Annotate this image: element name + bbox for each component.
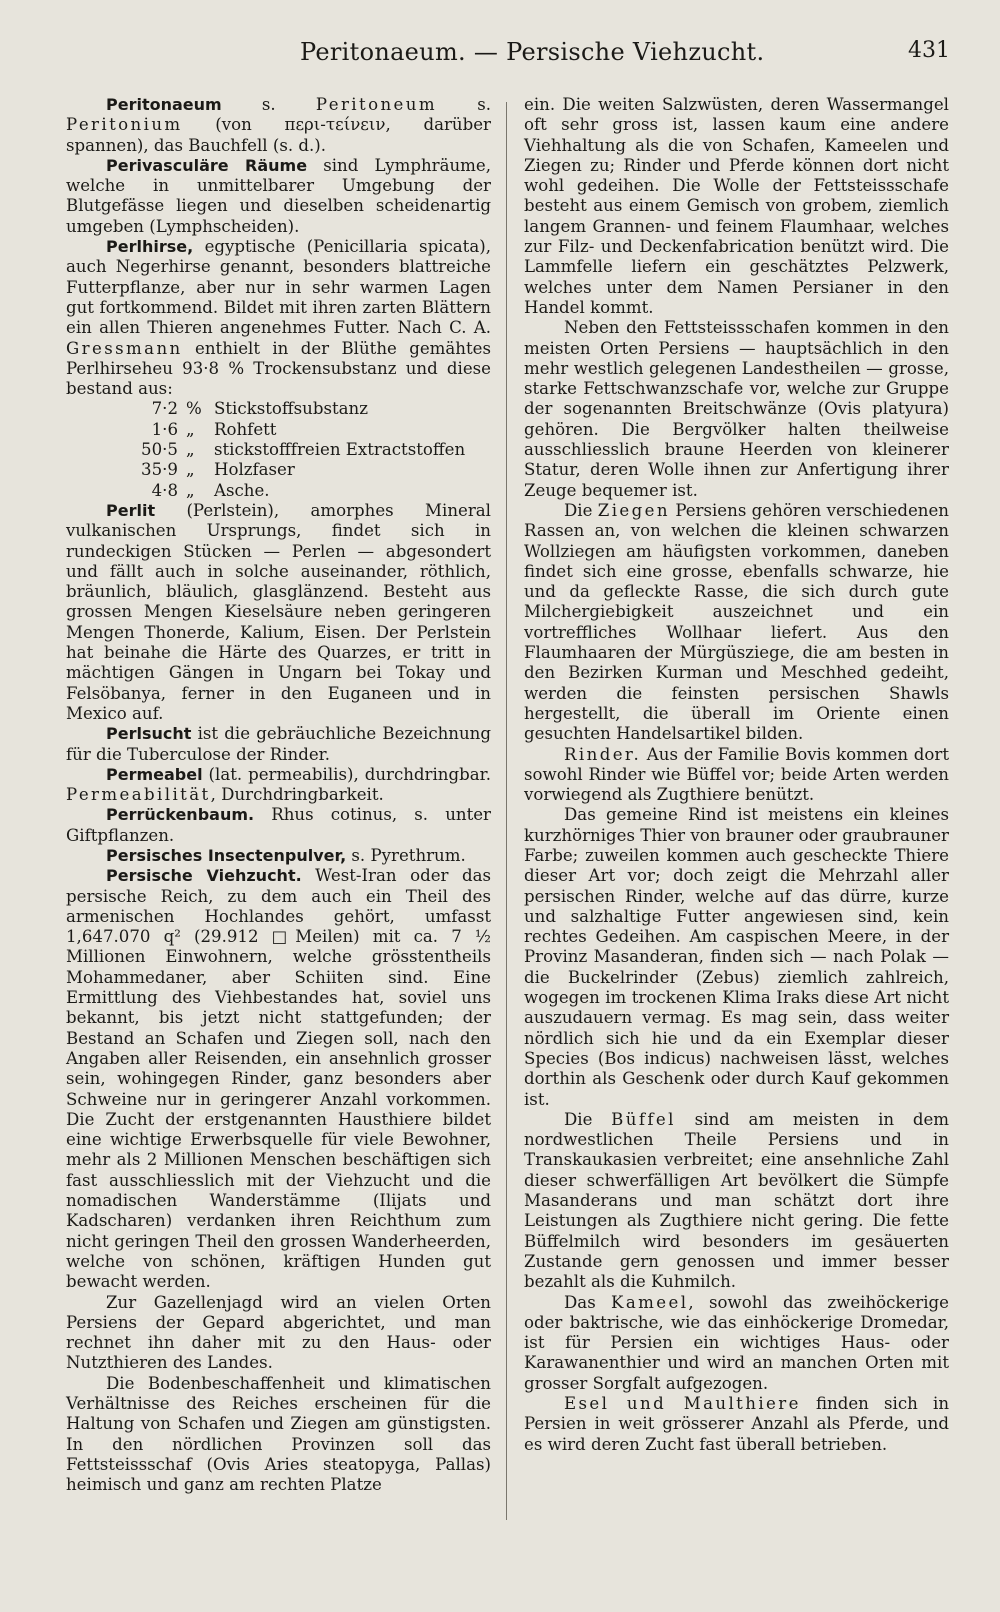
entry-permeabel (66, 765, 491, 806)
composition-value: 50·5 (141, 440, 178, 460)
entry-text: ist die gebräuchliche Bezeichnung für die Tuberculose der Rinder. (66, 724, 491, 764)
composition-name: Holzfaser (214, 460, 295, 480)
paragraph-continuation: ein. Die weiten Salzwüsten, deren Wassermangel oft sehr gross ist, lassen kaum eine andere Viehhaltung als die von Schafen, Kameelen und Ziegen zu; Rinder und Pferde können dort nicht wohl gedeihen. Die Wolle der Fettsteissschafe besteht aus einem Gemisch von grobem, ziemlich langem Grannen- und feinem Flaumhaar, welches zur Filz- und Deckenfabrication benützt wird. Die Lammfelle liefern ein geschätztes Pelzwerk, welches unter dem Namen Persianer in den Handel kommt. (524, 95, 949, 317)
paragraph-gazellenjagd: Zur Gazellenjagd wird an vielen Orten Persiens der Gepard abgerichtet, und man rechnet ihn daher mit zu den Haus- oder Nutzthieren des Landes. (66, 1292, 491, 1373)
entry-perrueckenbaum (66, 805, 491, 846)
page-header (0, 38, 1000, 78)
paragraph-fettschwanzschafe: Neben den Fettsteissschafen kommen in den meisten Orten Persiens — hauptsächlich in den mehr westlich gelegenen Landestheilen — grosse, starke Fettschwanzschafe vor, welche zur Gruppe der sogenannten Breitschwänze (Ovis platyura) gehören. Die Bergvölker halten theilweise ausschliesslich braune Heerden von kleinerer Statur, deren Wolle ihnen zur Anfertigung ihrer Zeuge bequemer ist. (524, 318, 949, 500)
entry-text: (von περι-τείνειν, darüber spannen), das Bauchfell (s. d.). (66, 115, 491, 155)
composition-name: stickstofffreien Extractstoffen (214, 440, 466, 460)
composition-row (126, 481, 491, 501)
entry-persisches-insectenpulver (66, 846, 491, 866)
entry-text: s. (437, 95, 491, 114)
composition-row (126, 420, 491, 440)
entry-text: egyptische (Penicillaria spicata), auch Negerhirse genannt, besonders blattreiche Futterpflanze, aber nur in sehr warmen Lagen gut fortkommend. Bildet mit ihren zarten Blättern ein allen Thieren angenehmes Futter. Nach C. A. (66, 237, 491, 338)
composition-unit: „ (186, 419, 195, 439)
column-divider (506, 102, 507, 1520)
spaced-term: Peritoneum (315, 95, 437, 114)
page-number: 431 (908, 38, 950, 63)
entry-text: (Perlstein), amorphes Mineral vulkanischen Ursprungs, findet sich in rundeckigen Stücken — Perlen — abgesondert und fällt auch in solche auseinander, röthlich, bräunlich, bläulich, glasglänzend. Besteht aus grossen Mengen Kieselsäure neben geringeren Mengen Thonerde, Kalium, Eisen. Der Perlstein hat beinahe die Härte des Quarzes, er tritt in mächtigen Gängen in Ungarn bei Tokay und Felsöbanya, ferner in den Euganeen und in Mexico auf. (66, 500, 491, 723)
entry-perlhirse (66, 237, 491, 399)
composition-value: 4·8 (151, 480, 178, 500)
entry-text: Rhus cotinus, s. unter Giftpflanzen. (66, 805, 491, 845)
composition-row (126, 460, 491, 480)
entry-perlsucht (66, 724, 491, 765)
paragraph-rinder (524, 745, 949, 806)
paragraph-text: , sowohl das zweihöckerige oder baktrische, wie das einhöckerige Dromedar, ist für Persien ein wichtiges Haus- oder Karawanenthier und wird an manchen Orten mit grosser Sorgfalt aufgezogen. (524, 1292, 949, 1393)
spaced-term: Ziegen (597, 500, 670, 520)
entry-perlit (66, 501, 491, 724)
paragraph-gemeines-rind: Das gemeine Rind ist meistens ein kleines kurzhörniges Thier von brauner oder graubrauner Farbe; zuweilen kommen auch gescheckte Thiere dieser Art vor; doch zeigt die Mehrzahl aller persischen Rinder, welche auf das dürre, kurze und salzhaltige Futter angewiesen sind, kein rechtes Gedeihen. Am caspischen Meere, in der Provinz Masanderan, finden sich — nach Polak — die Buckelrinder (Zebus) ziemlich zahlreich, wogegen im trockenen Klima Iraks diese Art nicht auszudauern vermag. Es mag sein, dass weiter nördlich sich hie und da ein Exemplar dieser Species (Bos indicus) nachweisen lässt, welches dorthin als Geschenk oder durch Kauf gekommen ist. (524, 805, 949, 1109)
entry-headword: Permeabel (106, 764, 203, 784)
composition-unit: % (186, 399, 202, 419)
paragraph-bueffel (524, 1110, 949, 1293)
composition-list (126, 399, 491, 500)
composition-value: 7·2 (151, 399, 178, 419)
paragraph-text: finden sich in Persien in weit grösserer Anzahl als Pferde, und es wird deren Zucht fast überall betrieben. (524, 1394, 949, 1454)
composition-row (126, 440, 491, 460)
entry-headword: Perlhirse, (106, 237, 194, 257)
entry-headword: Perivasculäre Räume (106, 155, 308, 175)
entry-headword: Perlsucht (106, 724, 192, 744)
composition-row (126, 399, 491, 419)
entry-headword: Perlit (106, 500, 156, 520)
paragraph-esel-maulthiere (524, 1394, 949, 1455)
spaced-term: Permeabilität (66, 785, 211, 805)
entry-headword: Persisches Insectenpulver, (106, 845, 347, 865)
paragraph-text: Die (564, 1109, 612, 1129)
right-column (524, 95, 949, 1455)
composition-unit: „ (186, 480, 195, 500)
composition-value: 1·6 (151, 419, 178, 439)
entry-text: s. (221, 95, 316, 114)
spaced-term: Peritonium (66, 115, 183, 135)
paragraph-bodenbeschaffenheit: Die Bodenbeschaffenheit und klimatischen Verhältnisse des Reiches erscheinen für die Haltung von Schafen und Ziegen am günstigsten. In den nördlichen Provinzen soll das Fettsteissschaf (Ovis Aries steatopyga, Pallas) heimisch und ganz am rechten Platze (66, 1373, 491, 1495)
paragraph-text: Das (564, 1292, 612, 1312)
left-column (66, 95, 491, 1495)
paragraph-text: Aus der Familie Bovis kommen dort sowohl Rinder wie Büffel vor; beide Arten werden vorwiegend als Zugthiere benützt. (524, 744, 949, 805)
paragraph-ziegen (524, 501, 949, 745)
running-title: Peritonaeum. — Persische Viehzucht. (300, 38, 765, 66)
spaced-term: Gressmann (66, 338, 183, 358)
paragraph-text: Die (564, 500, 598, 520)
entry-headword: Persische Viehzucht. (106, 866, 302, 886)
entry-text: enthielt in der Blüthe gemähtes Perlhirseheu 93·8 % Trockensubstanz und diese bestand aus: (66, 338, 491, 399)
spaced-term: Rinder. (564, 744, 642, 764)
entry-text: s. Pyrethrum. (346, 845, 466, 865)
entry-text: (lat. permeabilis), durchdringbar. (202, 764, 491, 784)
entry-text: sind Lymphräume, welche in unmittelbarer Umgebung der Blutgefässe liegen und dieselben scheidenartig umgeben (Lymphscheiden). (66, 155, 491, 236)
composition-unit: „ (186, 440, 195, 460)
paragraph-text: Persiens gehören verschiedenen Rassen an, von welchen die kleinen schwarzen Wollziegen am häufigsten vorkommen, daneben findet sich eine grosse, ebenfalls schwarze, hie und da gefleckte Rasse, die sich durch gute Milchergiebigkeit auszeichnet und ein vortreffliches Wollhaar liefert. Aus den Flaumhaaren der Mürgüsziege, die am besten in den Bezirken Kurman und Meschhed gedeiht, werden die feinsten persischen Shawls hergestellt, die überall im Oriente einen gesuchten Handelsartikel bilden. (524, 500, 949, 744)
entry-headword: Peritonaeum (106, 95, 222, 114)
entry-perivasculaere-raeume (66, 156, 491, 237)
composition-name: Stickstoffsubstanz (214, 399, 368, 419)
composition-name: Rohfett (214, 419, 277, 439)
entry-headword: Perrückenbaum. (106, 805, 255, 825)
entry-text: , Durchdringbarkeit. (210, 785, 384, 805)
spaced-term: Esel und Maulthiere (564, 1394, 801, 1413)
composition-name: Asche. (214, 480, 270, 500)
paragraph-text: sind am meisten in dem nordwestlichen Theile Persiens und in Transkaukasien verbreitet; eine ansehnliche Zahl dieser schwerfälligen Art bevölkert die Sümpfe Masanderans und man schätzt dort ihre Leistungen als Zugthiere nicht gering. Die fette Büffelmilch wird besonders im gesäuerten Zustande gern genossen und immer besser bezahlt als die Kuhmilch. (524, 1109, 949, 1292)
composition-unit: „ (186, 460, 195, 480)
spaced-term: Büffel (611, 1109, 676, 1129)
entry-persische-viehzucht (66, 866, 491, 1292)
spaced-term: Kameel (611, 1292, 689, 1312)
entry-text: West-Iran oder das persische Reich, zu dem auch ein Theil des armenischen Hochlandes gehört, umfasst 1,647.070 q² (29.912 □Meilen) mit ca. 7 ½ Millionen Einwohnern, welche grösstentheils Mohammedaner, aber Schiiten sind. Eine Ermittlung des Viehbestandes hat, soviel uns bekannt, bis jetzt nicht stattgefunden; der Bestand an Schafen und Ziegen soll, nach den Angaben aller Reisenden, ein ansehnlich grosser sein, wohingegen Rinder, ganz besonders aber Schweine nur in geringerer Anzahl vorkommen. Die Zucht der erstgenannten Hausthiere bildet eine wichtige Erwerbsquelle für viele Bewohner, mehr als 2 Millionen Menschen beschäftigen sich fast ausschliesslich mit der Viehzucht und die nomadischen Wanderstämme (Ilijats und Kadscharen) verdanken ihren Reichthum zum nicht geringen Theil den grossen Wanderheerden, welche von schönen, kräftigen Hunden gut bewacht werden. (66, 866, 491, 1292)
composition-value: 35·9 (141, 460, 178, 480)
entry-peritonaeum (66, 95, 491, 156)
paragraph-kameel (524, 1293, 949, 1394)
